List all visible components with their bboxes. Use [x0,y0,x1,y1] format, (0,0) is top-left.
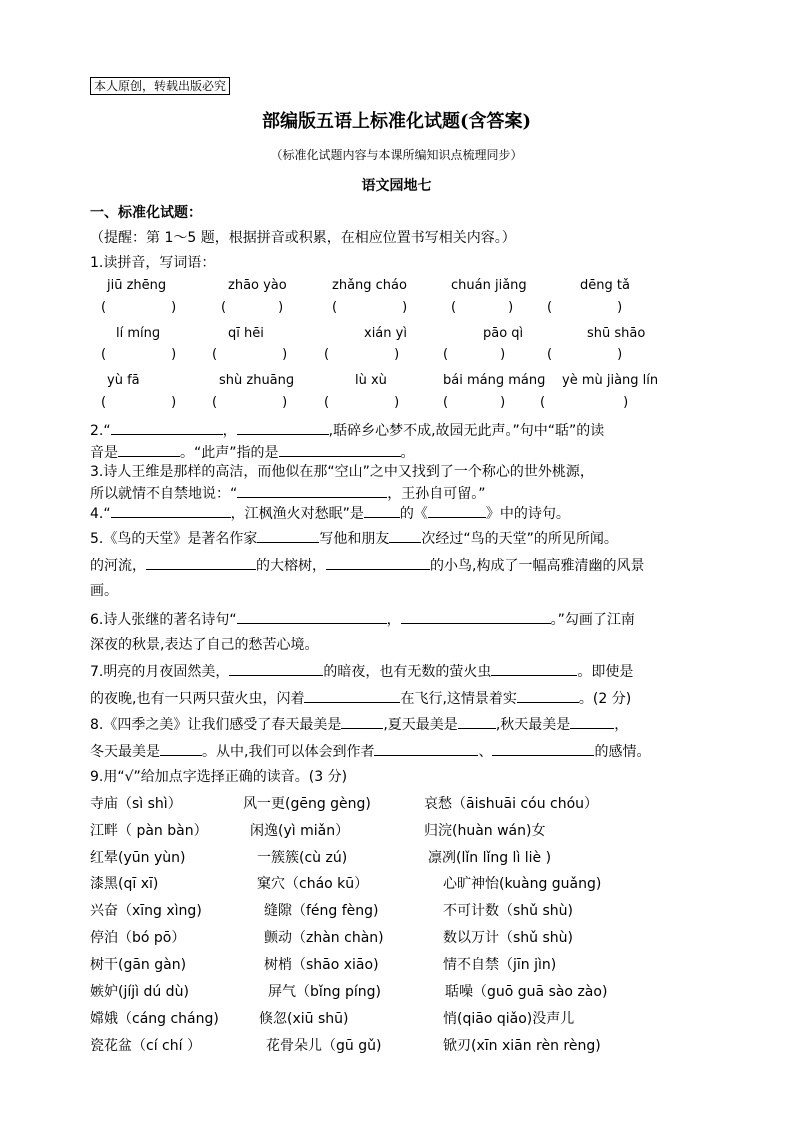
pinyin-item: dēng tǎ [580,278,630,293]
pronunciation-item[interactable]: 花骨朵儿（gū gǔ) [266,1038,382,1054]
question-8-cont: 冬天最美是 。从中,我们可以体会到作者 、 的感情。 [90,741,650,762]
fill-blank[interactable] [374,741,478,756]
fill-blank[interactable] [160,741,202,756]
answer-blank[interactable]: ( ) [540,395,629,410]
pronunciation-item[interactable]: 锨刃(xīn xiān rèn rèng) [443,1038,601,1054]
pinyin-item: zhāo yào [228,278,287,293]
pronunciation-item[interactable]: 归浣(huàn wán)女 [424,823,546,839]
pinyin-item: shū shāo [587,326,646,341]
question-5-end: 画。 [90,583,118,599]
hint-text: （提醒：第 1～5 题，根据拼音或积累，在相应位置书写相关内容。） [90,230,516,246]
pronunciation-item[interactable]: 风一更(gēng gèng) [243,796,371,812]
pronunciation-item[interactable]: 兴奋（xīng xìng) [90,903,202,919]
question-6: 6.诗人张继的著名诗句“ ， 。”勾画了江南 [90,609,635,630]
pronunciation-item[interactable]: 一簇簇(cù zú) [257,850,348,866]
answer-blank[interactable]: ( ) [547,300,623,315]
fill-blank[interactable] [458,714,496,729]
pronunciation-item[interactable]: 瓷花盆（cí chí ） [90,1038,201,1054]
pinyin-item: yù fā [107,373,140,388]
answer-blank[interactable]: ( ) [101,347,177,362]
fill-blank[interactable] [146,555,256,570]
pinyin-item: xián yì [364,326,407,341]
pinyin-item: pāo qì [483,326,524,341]
question-9-label: 9.用“√”给加点字选择正确的读音。(3 分) [90,769,348,785]
question-6-cont: 深夜的秋景,表达了自己的愁苦心境。 [90,637,319,653]
fill-blank[interactable] [326,555,430,570]
answer-blank[interactable]: ( ) [443,347,506,362]
fill-blank[interactable] [389,528,421,543]
answer-blank[interactable]: ( ) [101,300,177,315]
fill-blank[interactable] [492,741,594,756]
pronunciation-item[interactable]: 倏忽(xiū shū) [259,1011,349,1027]
pronunciation-item[interactable]: 闲逸(yì miǎn） [250,823,350,839]
fill-blank[interactable] [257,528,319,543]
question-3: 3.诗人王维是那样的高洁，而他似在那“空山”之中又找到了一个称心的世外桃源， [90,464,594,480]
pronunciation-item[interactable]: 红晕(yūn yùn) [90,850,186,866]
answer-blank[interactable]: ( ) [221,300,284,315]
pinyin-item: lù xù [355,373,387,388]
pronunciation-item[interactable]: 江畔（ pàn bàn） [90,823,208,839]
pinyin-item: lí mínɡ [116,326,161,341]
copyright-notice: 本人原创，转载出版必究 [90,77,230,95]
answer-blank[interactable]: ( ) [547,347,623,362]
fill-blank[interactable] [401,609,551,624]
question-7: 7.明亮的月夜固然美， 的暗夜，也有无数的萤火虫 。即使是 [90,661,633,682]
question-5: 5.《鸟的天堂》是著名作家 写他和朋友 次经过“鸟的天堂”的所见所闻。 [90,528,618,549]
pronunciation-item[interactable]: 心旷神怡(kuàng guǎng) [443,876,602,892]
pronunciation-item[interactable]: 树梢（shāo xiāo) [264,957,379,973]
q1-label: 1.读拼音，写词语： [90,255,216,271]
pronunciation-item[interactable]: 嫉妒(jíjì dú dù) [90,984,189,1000]
fill-blank[interactable] [111,420,223,435]
page-title: 部编版五语上标准化试题(含答案) [261,111,532,132]
pinyin-item: bái mánɡ mánɡ [443,373,546,388]
answer-blank[interactable]: ( ) [101,395,177,410]
answer-blank[interactable]: ( ) [324,347,400,362]
pronunciation-item[interactable]: 寺庙（sì shì） [90,796,182,812]
fill-blank[interactable] [428,503,486,518]
pronunciation-item[interactable]: 哀愁（āishuāi cóu chóu） [424,796,599,812]
pronunciation-item[interactable]: 凛冽(lǐn lǐng lì liè ) [428,850,552,866]
pinyin-item: qī hēi [228,326,264,341]
pinyin-item: jiū zhēng [107,278,167,293]
fill-blank[interactable] [111,503,231,518]
pronunciation-item[interactable]: 情不自禁（jīn jìn) [443,957,557,973]
question-4: 4.“ ，江枫渔火对愁眠”是 的《 》中的诗句。 [90,503,570,524]
question-8: 8.《四季之美》让我们感受了春天最美是 ,夏天最美是 ,秋天最美是 ， [90,714,628,735]
pronunciation-item[interactable]: 颤动（zhàn chàn) [264,930,384,946]
pinyin-item: yè mù jiàng lín [562,373,659,388]
question-5-cont: 的河流， 的大榕树， 的小鸟,构成了一幅高雅清幽的风景 [90,555,644,576]
answer-blank[interactable]: ( ) [212,347,288,362]
pinyin-item: zhǎng cháo [332,278,407,293]
answer-blank[interactable]: ( ) [212,395,288,410]
answer-blank[interactable]: ( ) [332,300,408,315]
pronunciation-item[interactable]: 缝隙（féng fèng) [264,903,379,919]
pronunciation-item[interactable]: 不可计数（shǔ shù) [443,903,573,919]
lesson-title: 语文园地七 [361,178,432,194]
fill-blank[interactable] [341,714,383,729]
pronunciation-item[interactable]: 停泊（bó pō） [90,930,186,946]
question-3-cont: 所以就情不自禁地说：“ ，王孙自可留。” [90,483,486,504]
question-2: 2.“ ， ,聒碎乡心梦不成,故园无此声。”句中“聒”的读 [90,420,604,441]
fill-blank[interactable] [237,609,387,624]
question-2-cont: 音是 。“此声”指的是 。 [90,442,415,463]
answer-blank[interactable]: ( ) [443,395,506,410]
pronunciation-item[interactable]: 窠穴（cháo kū） [257,876,369,892]
pronunciation-item[interactable]: 悄(qiāo qiǎo)没声儿 [443,1011,575,1027]
pronunciation-item[interactable]: 漆黑(qī xī) [90,876,159,892]
page-subtitle: （标准化试题内容与本课所编知识点梳理同步） [270,148,523,162]
fill-blank[interactable] [304,688,400,703]
fill-blank[interactable] [491,661,577,676]
pronunciation-item[interactable]: 数以万计（shǔ shù) [443,930,573,946]
pronunciation-item[interactable]: 嫦娥（cáng cháng) [90,1011,219,1027]
fill-blank[interactable] [237,420,329,435]
pinyin-item: chuán jiǎng [451,278,527,293]
fill-blank[interactable] [229,661,323,676]
question-7-cont: 的夜晚,也有一只两只萤火虫，闪着 在飞行,这情景着实 。(2 分) [90,688,631,709]
fill-blank[interactable] [570,714,614,729]
fill-blank[interactable] [364,503,400,518]
pinyin-item: shù zhuānɡ [219,373,295,388]
answer-blank[interactable]: ( ) [451,300,514,315]
fill-blank[interactable] [118,442,180,457]
pronunciation-item[interactable]: 聒噪（guō guā sào zào) [445,984,608,1000]
answer-blank[interactable]: ( ) [324,395,400,410]
pronunciation-item[interactable]: 树干(gān gàn) [90,957,187,973]
section-heading: 一、标准化试题： [90,205,202,221]
fill-blank[interactable] [237,483,387,498]
pronunciation-item[interactable]: 屏气（bǐng píng) [268,984,381,1000]
fill-blank[interactable] [279,442,401,457]
fill-blank[interactable] [517,688,579,703]
